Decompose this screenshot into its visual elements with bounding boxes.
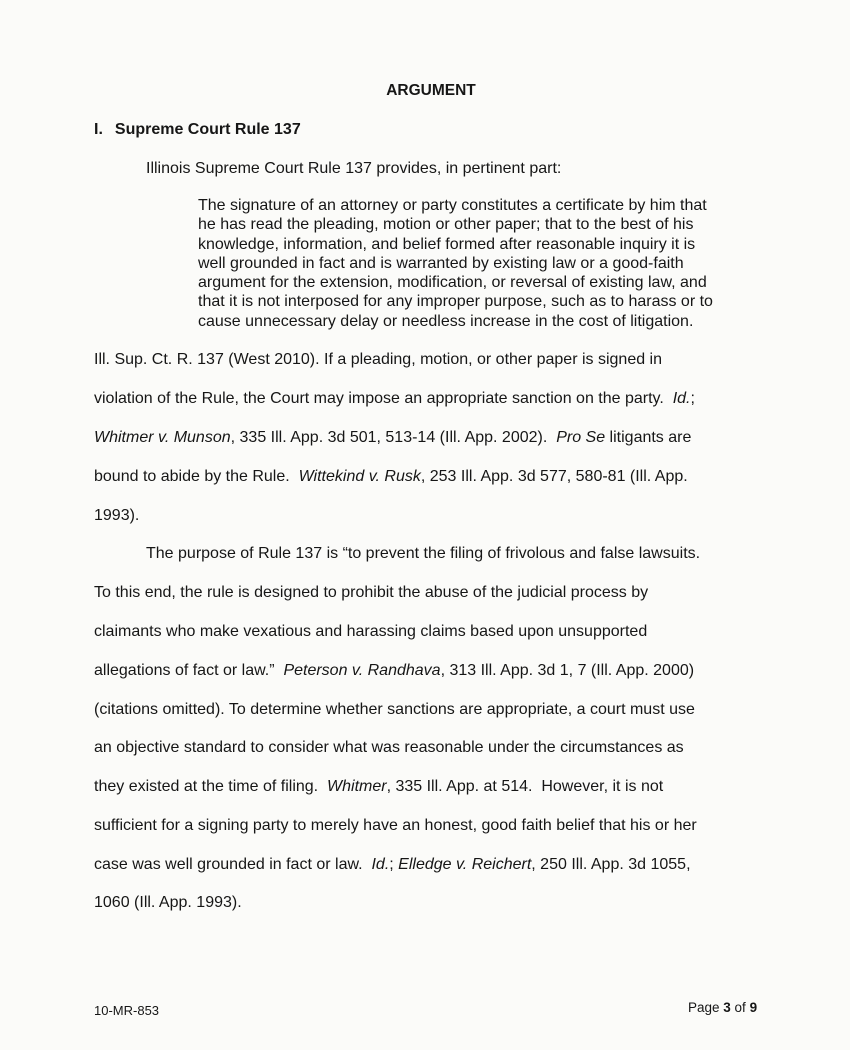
paragraph-2-line: The purpose of Rule 137 is “to prevent the filing of frivolous and false lawsuits. [146, 545, 701, 562]
citation-id: Id. [672, 390, 691, 407]
rule-quote [198, 196, 764, 331]
paragraph-2-line: 1060 (Ill. App. 1993). [94, 894, 242, 911]
paragraph-2-line [94, 856, 691, 874]
paragraph-2-line: To this end, the rule is designed to prohibit the abuse of the judicial process by [94, 584, 649, 601]
paragraph-2-line [94, 662, 694, 680]
paragraph-2-line: an objective standard to consider what was reasonable under the circumstances as [94, 739, 684, 756]
quote-line: argument for the extension, modification, or reversal of existing law, and [198, 274, 707, 292]
page-of-label: of [730, 1000, 750, 1015]
text-run: ; [389, 856, 399, 873]
paragraph-1-line: 1993). [94, 507, 140, 524]
text-run: , 253 Ill. App. 3d 577, 580-81 (Ill. App. [420, 468, 688, 485]
text-run: allegations of fact or law.” [94, 662, 284, 679]
text-run: , 250 Ill. App. 3d 1055, [531, 856, 691, 873]
text-run: litigants are [605, 429, 692, 446]
section-title [94, 121, 301, 139]
quote-line: cause unnecessary delay or needless increase in the cost of litigation. [198, 312, 694, 330]
quote-line: that it is not interposed for any improper purpose, such as to harass or to [198, 293, 713, 311]
paragraph-1-line [94, 468, 688, 486]
case-name: Wittekind v. Rusk [298, 468, 421, 485]
text-run: ; [690, 390, 695, 407]
text-run: case was well grounded in fact or law. [94, 856, 372, 873]
text-run: , 335 Ill. App. 3d 501, 513-14 (Ill. App. 2002). [230, 429, 557, 446]
case-name: Whitmer [327, 778, 387, 795]
quote-line: well grounded in fact and is warranted by existing law or a good-faith [198, 254, 684, 272]
quote-line: he has read the pleading, motion or other paper; that to the best of his [198, 216, 694, 234]
text-run: , 335 Ill. App. at 514. However, it is not [386, 778, 664, 795]
paragraph-1-line: Ill. Sup. Ct. R. 137 (West 2010). If a pleading, motion, or other paper is signed in [94, 351, 663, 368]
footer-case-number: 10-MR-853 [94, 1003, 160, 1018]
text-run: bound to abide by the Rule. [94, 468, 299, 485]
case-name: Whitmer v. Munson [94, 429, 231, 446]
paragraph-2-line: (citations omitted). To determine whether sanctions are appropriate, a court must use [94, 701, 695, 718]
case-name: Peterson v. Randhava [283, 662, 441, 679]
paragraph-2-line: claimants who make vexatious and harassing claims based upon unsupported [94, 623, 648, 640]
text-run: , 313 Ill. App. 3d 1, 7 (Ill. App. 2000) [440, 662, 695, 679]
case-name: Elledge v. Reichert [398, 856, 532, 873]
page-current: 3 [723, 1000, 731, 1015]
paragraph-2-line: sufficient for a signing party to merely have an honest, good faith belief that his or her [94, 817, 697, 834]
section-title-text: Supreme Court Rule 137 [114, 121, 301, 138]
text-run: they existed at the time of filing. [94, 778, 328, 795]
paragraph-2-line [94, 778, 663, 796]
paragraph-1-line [94, 390, 695, 408]
citation-id: Id. [371, 856, 390, 873]
quote-line: The signature of an attorney or party constitutes a certificate by him that [198, 197, 707, 214]
page-total: 9 [749, 1000, 758, 1015]
section-number: I. [94, 121, 103, 138]
footer-page-number [688, 1000, 757, 1015]
quote-line: knowledge, information, and belief formed after reasonable inquiry it is [198, 235, 696, 253]
intro-sentence: Illinois Supreme Court Rule 137 provides, in pertinent part: [146, 160, 562, 177]
page-heading: ARGUMENT [386, 82, 476, 99]
paragraph-1-line [94, 429, 691, 447]
page-label: Page [688, 1000, 724, 1015]
text-run: violation of the Rule, the Court may impose an appropriate sanction on the party. [94, 390, 673, 407]
latin-term: Pro Se [556, 429, 606, 446]
